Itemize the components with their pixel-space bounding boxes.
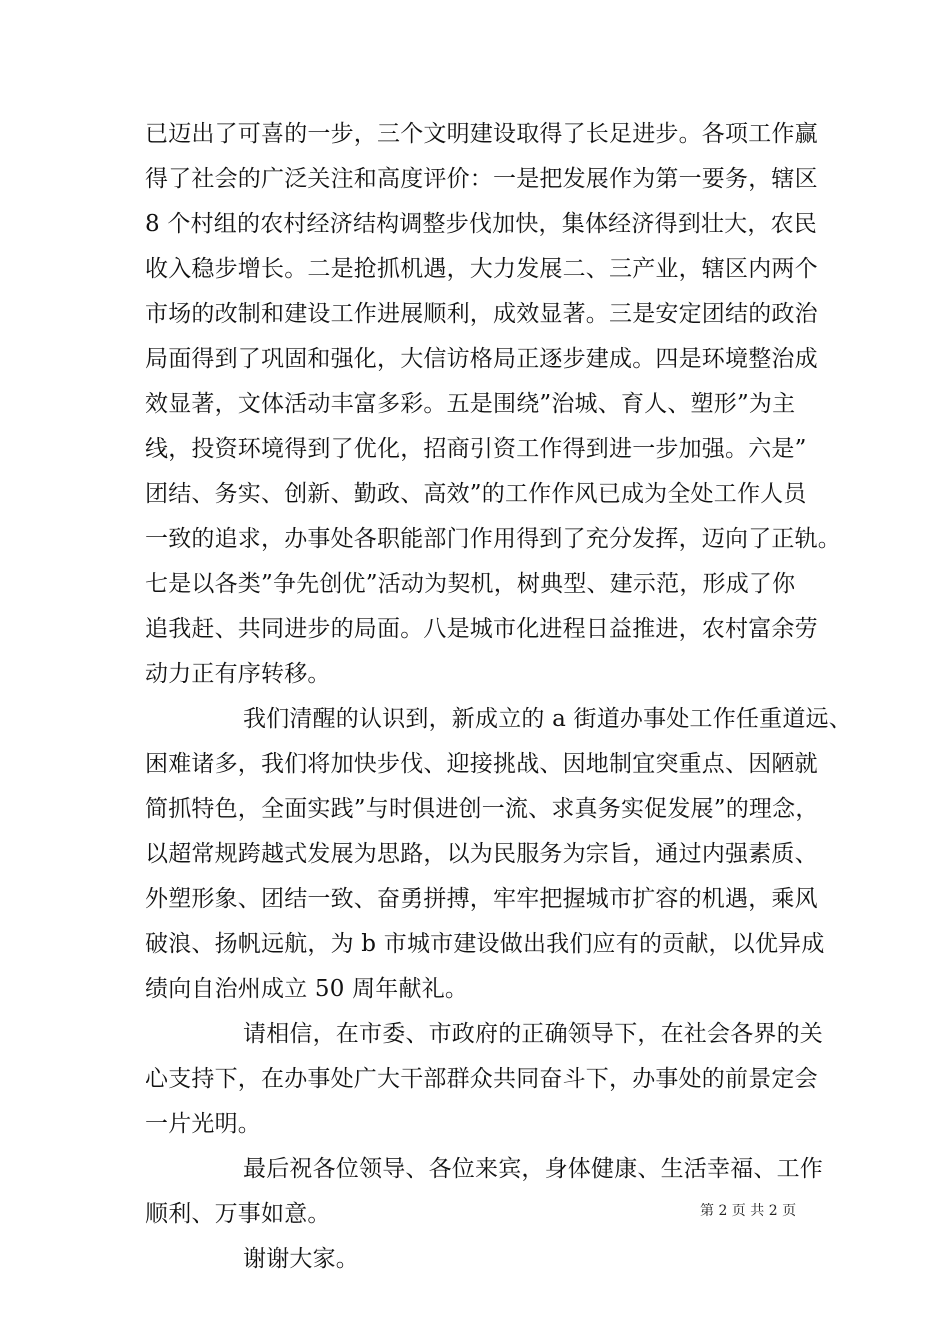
document-body bbox=[145, 112, 852, 1282]
text-line: 以超常规跨越式发展为思路，以为民服务为宗旨，通过内强素质、 bbox=[145, 841, 818, 867]
text-line: 团结、务实、创新、勤政、高效”的工作作风已成为全处工作人员 bbox=[145, 481, 807, 507]
text-line: 收入稳步增长。二是抢抓机遇，大力发展二、三产业，辖区内两个 bbox=[145, 256, 818, 282]
paragraph-first-line: 请相信，在市委、市政府的正确领导下，在社会各界的关 bbox=[243, 1021, 823, 1047]
closing-line: 谢谢大家。 bbox=[243, 1246, 359, 1272]
text-line: 追我赶、共同进步的局面。八是城市化进程日益推进，农村富余劳 bbox=[145, 616, 818, 642]
text-line: 简抓特色，全面实践”与时俱进创一流、求真务实促发展”的理念， bbox=[145, 796, 819, 822]
text-line: 一片光明。 bbox=[145, 1111, 261, 1137]
text-line: 绩向自治州成立 50 周年献礼。 bbox=[145, 976, 469, 1002]
paragraph-first-line: 我们清醒的认识到，新成立的 a 街道办事处工作任重道远、 bbox=[243, 706, 852, 732]
text-line: 困难诸多，我们将加快步伐、迎接挑战、因地制宜突重点、因陋就 bbox=[145, 751, 818, 777]
paragraph-first-line: 最后祝各位领导、各位来宾，身体健康、生活幸福、工作 bbox=[243, 1156, 823, 1182]
text-line: 七是以各类”争先创优”活动为契机，树典型、建示范，形成了你 bbox=[145, 571, 796, 597]
text-line: 外塑形象、团结一致、奋勇拼搏，牢牢把握城市扩容的机遇，乘风 bbox=[145, 886, 818, 912]
text-line: 8 个村组的农村经济结构调整步伐加快，集体经济得到壮大，农民 bbox=[145, 211, 817, 237]
text-line: 动力正有序转移。 bbox=[145, 661, 331, 687]
text-line: 心支持下，在办事处广大干部群众共同奋斗下，办事处的前景定会 bbox=[145, 1066, 818, 1092]
text-line: 得了社会的广泛关注和高度评价：一是把发展作为第一要务，辖区 bbox=[145, 166, 818, 192]
text-line: 市场的改制和建设工作进展顺利，成效显著。三是安定团结的政治 bbox=[145, 301, 818, 327]
page-number-footer: 第 2 页 共 2 页 bbox=[700, 1203, 797, 1219]
text-line: 顺利、万事如意。 bbox=[145, 1201, 331, 1227]
text-line: 破浪、扬帆远航，为 b 市城市建设做出我们应有的贡献，以优异成 bbox=[145, 931, 825, 957]
text-line: 已迈出了可喜的一步，三个文明建设取得了长足进步。各项工作赢 bbox=[145, 121, 818, 147]
text-line: 一致的追求，办事处各职能部门作用得到了充分发挥，迈向了正轨。 bbox=[145, 526, 841, 552]
text-line: 线，投资环境得到了优化，招商引资工作得到进一步加强。六是” bbox=[145, 436, 807, 462]
text-line: 局面得到了巩固和强化，大信访格局正逐步建成。四是环境整治成 bbox=[145, 346, 818, 372]
text-line: 效显著，文体活动丰富多彩。五是围绕”治城、育人、塑形”为主 bbox=[145, 391, 796, 417]
